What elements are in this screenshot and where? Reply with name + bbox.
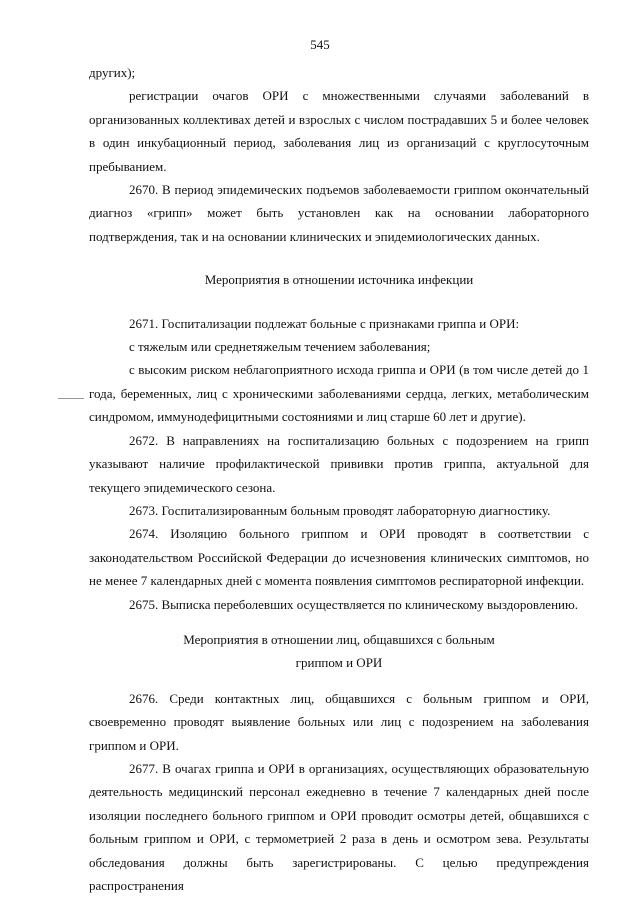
paragraph: с высоким риском неблагоприятного исхода гриппа и ОРИ (в том числе детей до 1 года, беременных, лиц с хроническими заболеваниями сердца, легких, метаболическим синдромом, иммунодефицитными состояниями и лиц старше 60 лет и другие).: [89, 362, 589, 425]
paragraph: 2672. В направлениях на госпитализацию больных с подозрением на грипп указывают наличие профилактической прививки против гриппа, актуальной для текущего эпидемического сезона.: [89, 432, 589, 495]
paragraph: 2670. В период эпидемических подъемов заболеваемости гриппом окончательный диагноз «грипп» может быть установлен как на основании лабораторного подтверждения, так и на основании клинических и эпидемиологических данных.: [89, 182, 589, 244]
paragraph: 2673. Госпитализированным больным проводят лабораторную диагностику.: [129, 502, 551, 518]
spacer: [89, 292, 589, 312]
margin-mark: [58, 398, 84, 399]
paragraph: 2675. Выписка переболевших осуществляется по клиническому выздоровлению.: [129, 596, 578, 612]
section-heading: гриппом и ОРИ: [295, 655, 383, 671]
spacer: [89, 616, 589, 628]
paragraph: других);: [89, 65, 136, 80]
paragraph: 2671. Госпитализации подлежат больные с признаками гриппа и ОРИ:: [129, 315, 520, 331]
spacer: [89, 248, 589, 268]
paragraph: 2674. Изоляцию больного гриппом и ОРИ проводят в соответствии с законодательством Российской Федерации до исчезновения клинических симптомов, но не менее 7 календарных дней с момента появления симптомов респираторной инфекции.: [89, 526, 589, 589]
paragraph: 2677. В очагах гриппа и ОРИ в организациях, осуществляющих образовательную деятельность медицинский персонал ежедневно в течение 7 календарных дней после изоляции последнего больного гриппом и ОРИ проводит осмотры детей, общавшихся с больным гриппом и ОРИ, с термометрией 2 раза в день и осмотром зева. Результаты обследования должны быть зарегистрированы. С целью предупреждения распространения: [89, 760, 589, 893]
paragraph: регистрации очагов ОРИ с множественными случаями заболеваний в организованных коллективах детей и взрослых с числом пострадавших 5 и более человек в один инкубационный период, заболевания лиц из организаций с круглосуточным пребыванием.: [89, 88, 589, 174]
section-heading: Мероприятия в отношении лиц, общавшихся с больным: [183, 631, 495, 647]
page-number: 545: [310, 37, 330, 52]
paragraph: 2676. Среди контактных лиц, общавшихся с больным гриппом и ОРИ, своевременно проводят выявление больных или лиц с подозрением на заболевания гриппом и ОРИ.: [89, 690, 589, 753]
paragraph: с тяжелым или среднетяжелым течением заболевания;: [129, 339, 431, 355]
section-heading: Мероприятия в отношении источника инфекции: [204, 272, 474, 288]
document-body: [89, 61, 589, 897]
spacer: [89, 675, 589, 687]
